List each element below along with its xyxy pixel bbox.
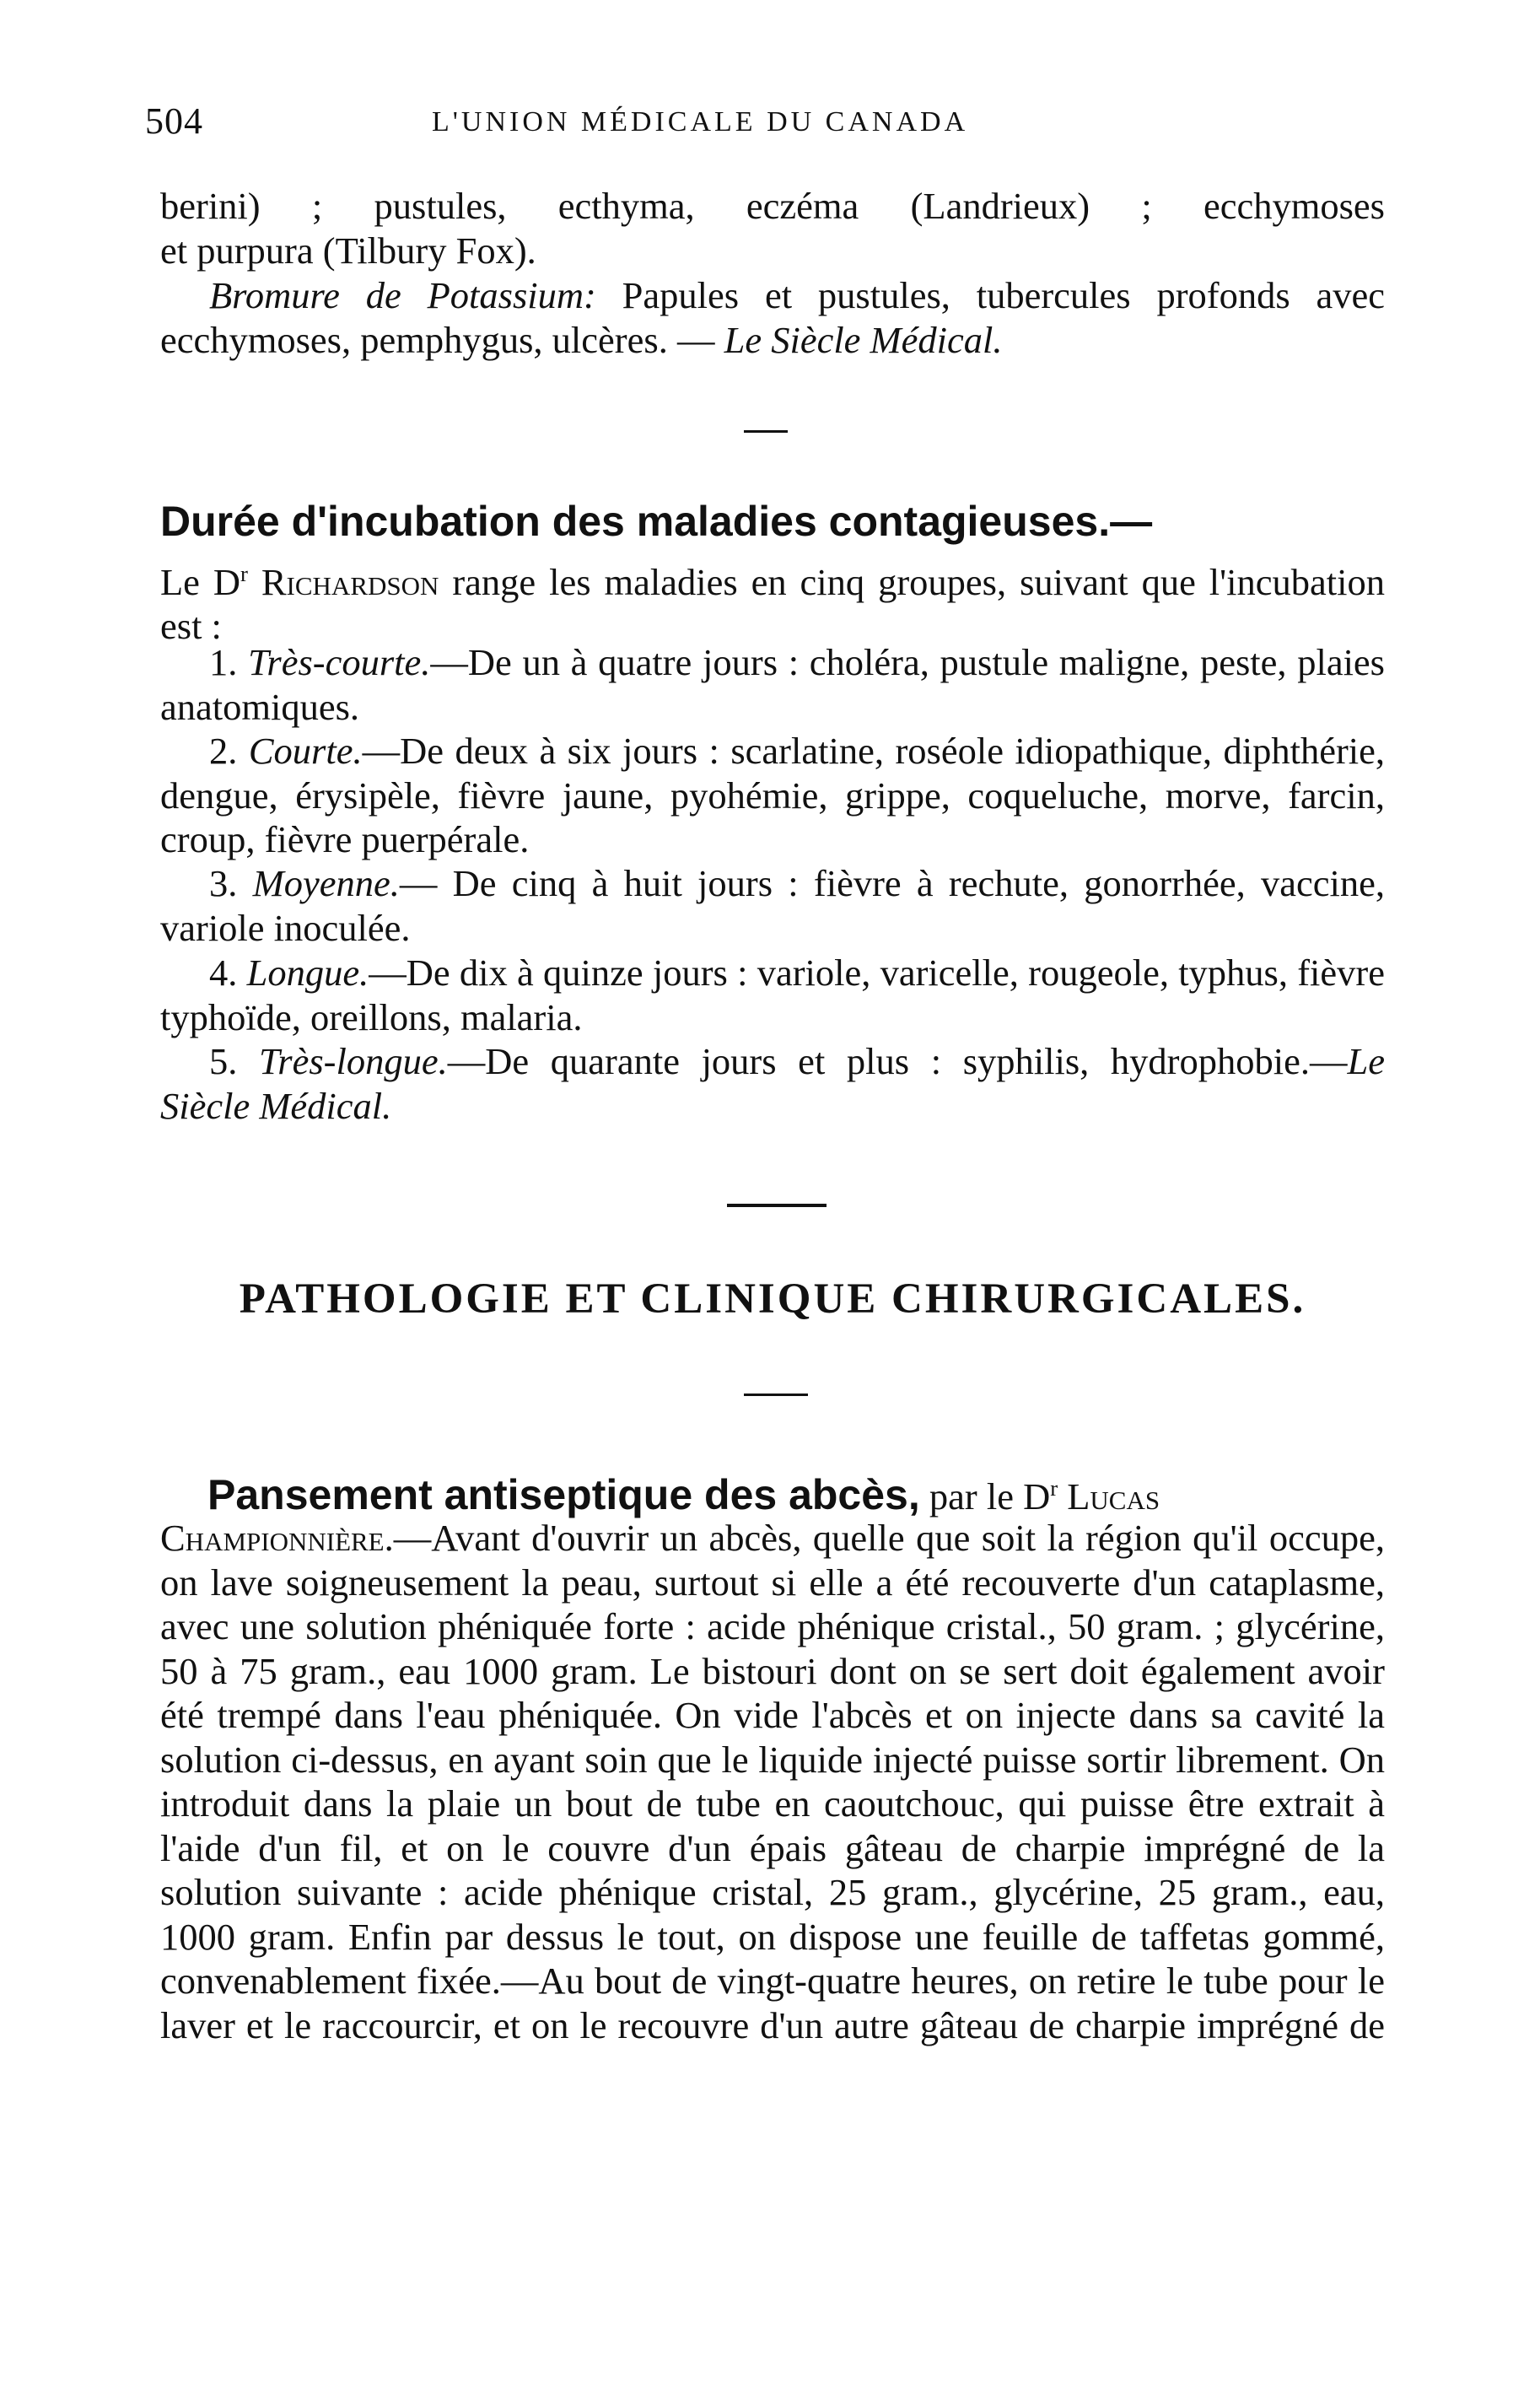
item-text: —De un à quatre jours : choléra, pustule maligne, peste, plaies anatomiques. [160, 641, 1385, 728]
incubation-heading: Durée d'incubation des maladies contagieuses.— [160, 498, 1153, 545]
item-number: 1. [209, 641, 249, 683]
abces-text: —Avant d'ouvrir un abcès, quelle que soit la région qu'il occupe, on lave soigneusement la peau, surtout si elle a été recouverte d'un cataplasme, avec une solution phéniquée forte : acide phénique cristal., 50 gram. ; glycérine, 50 à 75 gram., eau 1000 gram. Le bistouri dont on se sert doit également avoir été trempé dans l'eau phéniquée. On vide l'abcès et on injecte dans sa cavité la solution ci-dessus, en ayant soin que le liquide injecté puisse sortir librement. On introduit dans la plaie un bout de tube en caoutchouc, qui puisse être extrait à l'aide d'un fil, et on le couvre d'un épais gâteau de charpie imprégné de la solution suivante : acide phénique cristal, 25 gram., glycérine, 25 gram., eau, 1000 gram. Enfin par dessus le tout, on dispose une feuille de taffetas gommé, convenablement fixée.—Au bout de vingt-quatre heures, on retire le tube pour le laver et le raccourcir, et on le recouvre d'un autre gâteau de charpie imprégné de [160, 1517, 1385, 2046]
abces-heading: Pansement antiseptique des abcès, [207, 1470, 920, 1518]
incubation-item-4 [160, 951, 1385, 1039]
intro-author: Richardson [247, 560, 439, 603]
item-text: —De quarante jours et plus : syphilis, hydrophobie.— [447, 1040, 1348, 1082]
page-header [145, 100, 1410, 150]
item-label: Très-courte. [248, 641, 431, 683]
item-number: 4. [209, 952, 247, 994]
bromure-source: Le Siècle Médical. [724, 318, 1003, 361]
abces-heading-line [207, 1464, 1388, 1521]
abces-author-last: Championnière. [160, 1517, 394, 1559]
bromure-label: Bromure de Potassium: [209, 274, 596, 316]
bromure-paragraph [160, 273, 1385, 362]
separator-short-1 [744, 430, 788, 433]
item-label: Très-longue. [259, 1040, 448, 1082]
abces-by: par le D [919, 1474, 1051, 1518]
item-text: —De deux à six jours : scarlatine, roséole idiopathique, diphthérie, dengue, érysipèle, fièvre jaune, pyohémie, grippe, coqueluche, morve, farcin, croup, fièvre puerpérale. [160, 730, 1386, 860]
item-number: 2. [209, 730, 249, 772]
incubation-item-1 [160, 640, 1385, 729]
incubation-item-3 [160, 861, 1385, 950]
page-number: 504 [145, 100, 203, 142]
item-number: 5. [209, 1040, 259, 1082]
item-number: 3. [209, 862, 253, 904]
intro-dr-sup: r [240, 561, 248, 586]
intro-dr: Le D [160, 560, 241, 603]
running-title: L'UNION MÉDICALE DU CANADA [432, 106, 969, 137]
item-text: —De dix à quinze jours : variole, varicelle, rougeole, typhus, fièvre typhoïde, oreillons, malaria. [160, 952, 1385, 1038]
top-line-1: berini) ; pustules, ecthyma, eczéma (Landrieux) ; ecchymoses [160, 185, 1385, 227]
item-label: Courte. [248, 730, 363, 772]
item-label: Moyenne. [252, 862, 400, 904]
section-title: PATHOLOGIE ET CLINIQUE CHIRURGICALES. [239, 1275, 1306, 1323]
incubation-item-2 [160, 729, 1385, 862]
incubation-item-5 [160, 1039, 1385, 1128]
abces-body [160, 1516, 1385, 2047]
incubation-source: Le Siècle Médical. [160, 1040, 1385, 1127]
abces-dr-sup: r [1050, 1475, 1058, 1501]
top-line-2: et purpura (Tilbury Fox). [160, 229, 536, 272]
separator-long [727, 1204, 827, 1207]
separator-short-2 [744, 1394, 808, 1396]
abces-author-first: Lucas [1058, 1474, 1160, 1518]
bromure-text: Papules et pustules, tubercules profonds avec ecchymoses, pemphygus, ulcères. — [160, 274, 1385, 361]
item-label: Longue. [246, 952, 369, 994]
intro-text: range les maladies en cinq groupes, suivant que l'incubation est : [160, 560, 1385, 648]
incubation-intro [160, 552, 1385, 649]
item-text: — De cinq à huit jours : fièvre à rechute, gonorrhée, vaccine, variole inoculée. [160, 862, 1385, 949]
